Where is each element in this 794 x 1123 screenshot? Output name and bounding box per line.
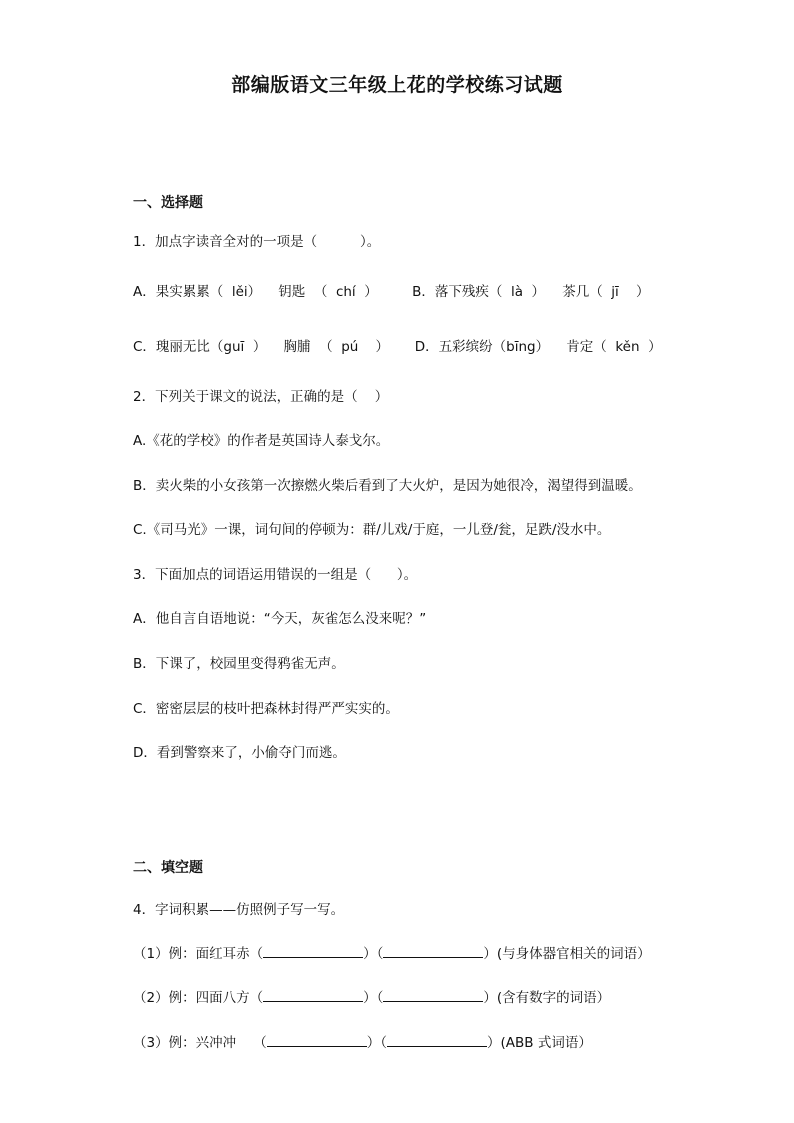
question-1-stem: 1．加点字读音全对的一项是（ ）。 [133,234,381,250]
fill-item-separator: ）（ [366,1035,388,1051]
question-3-option-a: A．他自言自语地说：“今天，灰雀怎么没来呢？” [133,611,427,627]
question-3-option-b: B．下课了，校园里变得鸦雀无声。 [133,656,345,672]
question-3-option-d: D．看到警察来了，小偷夺门而逃。 [133,745,346,761]
page-title: 部编版语文三年级上花的学校练习试题 [231,74,563,96]
section-heading-choice: 一、选择题 [133,195,203,211]
question-3-option-c: C．密密层层的枝叶把森林封得严严实实的。 [133,701,399,717]
question-4-stem: 4．字词积累——仿照例子写一写。 [133,902,345,918]
fill-item-hint: ）(与身体器官相关的词语） [483,946,651,962]
answer-blank[interactable] [383,988,483,1002]
question-3-stem: 3．下面加点的词语运用错误的一组是（ ）。 [133,567,418,583]
fill-item-3 [133,1033,592,1053]
fill-item-hint: ）(ABB 式词语） [487,1035,592,1051]
question-2-option-b: B．卖火柴的小女孩第一次擦燃火柴后看到了大火炉，是因为她很冷，渴望得到温暖。 [133,478,642,494]
answer-blank[interactable] [267,1033,367,1047]
fill-item-2 [133,988,610,1008]
fill-item-label: （1）例：面红耳赤（ [133,946,264,962]
question-2-option-c: C.《司马光》一课，词句间的停顿为：群/儿戏/于庭，一儿登/瓮，足跌/没水中。 [133,522,611,538]
answer-blank[interactable] [263,944,363,958]
question-2-option-a: A.《花的学校》的作者是英国诗人泰戈尔。 [133,433,390,449]
answer-blank[interactable] [383,944,483,958]
fill-item-hint: ）(含有数字的词语） [483,990,611,1006]
question-1-options-cd: C．瑰丽无比（guī ） 胸脯 （ pú ） D．五彩缤纷（bīng） 肯定（ kěn ） [133,339,662,355]
fill-item-separator: ）（ [363,990,384,1006]
answer-blank[interactable] [387,1033,487,1047]
section-heading-fill: 二、填空题 [133,860,203,876]
fill-item-label: （2）例：四面八方（ [133,990,264,1006]
fill-item-1 [133,944,651,964]
fill-item-separator: ）（ [363,946,384,962]
question-1-options-ab: A．果实累累（ lěi） 钥匙 （ chí ） B．落下残疾（ là ） 茶几（ jī ） [133,284,650,300]
question-2-stem: 2．下列关于课文的说法，正确的是（ ） [133,389,389,405]
fill-item-label: （3）例：兴冲冲 （ [133,1035,267,1051]
answer-blank[interactable] [263,988,363,1002]
